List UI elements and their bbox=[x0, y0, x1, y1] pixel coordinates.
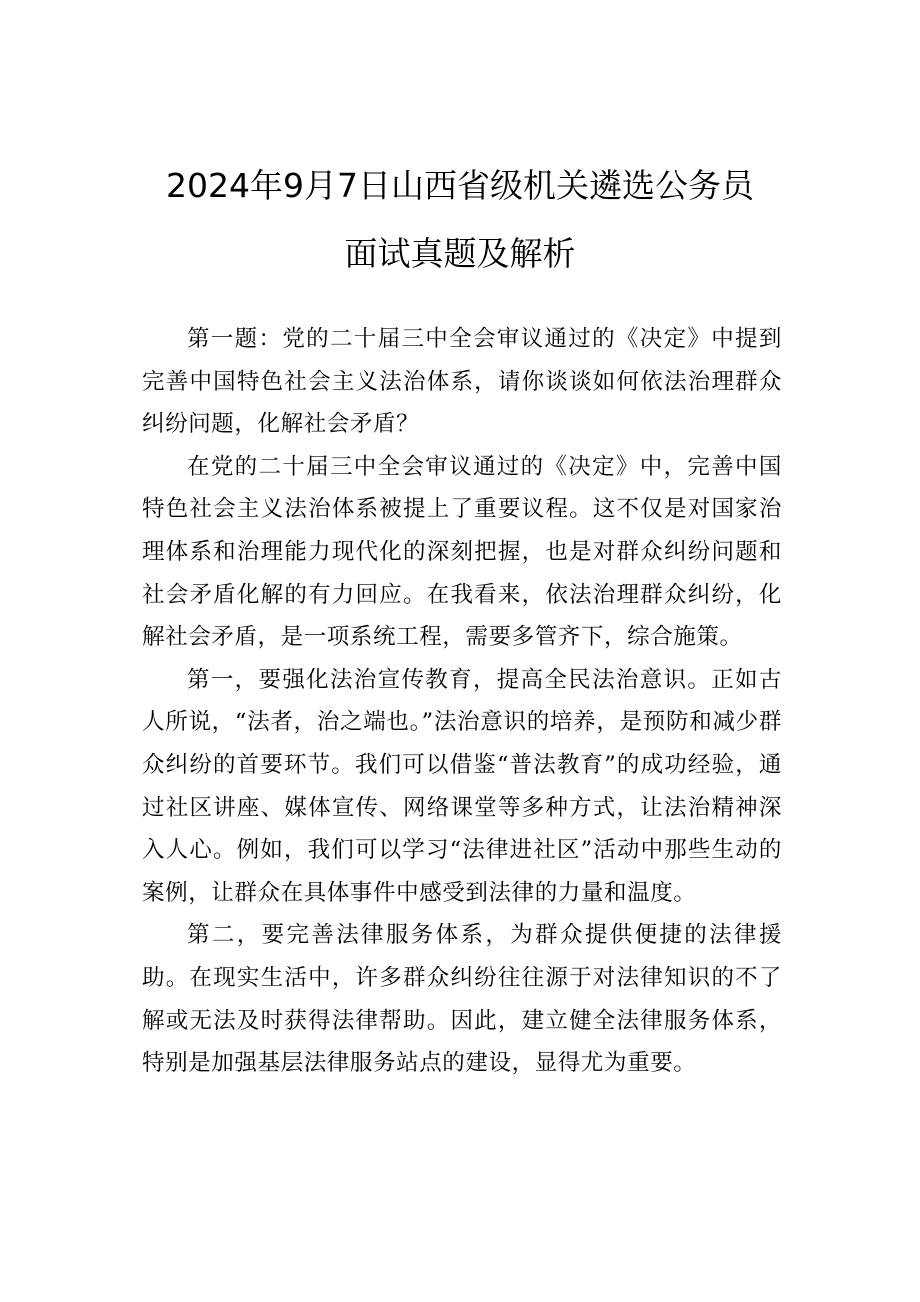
answer-point-1-paragraph: 第一，要强化法治宣传教育，提高全民法治意识。正如古人所说，“法者，治之端也。”法治意识的培养，是预防和减少群众纠纷的首要环节。我们可以借鉴“普法教育”的成功经验，通过社区讲座、媒体宣传、网络课堂等多种方式，让法治精神深入人心。例如，我们可以学习“法律进社区”活动中那些生动的案例，让群众在具体事件中感受到法律的力量和温度。 bbox=[142, 666, 782, 906]
document-body bbox=[142, 318, 782, 1085]
document-title-line-2: 面试真题及解析 bbox=[344, 234, 576, 273]
answer-point-2-paragraph: 第二，要完善法律服务体系，为群众提供便捷的法律援助。在现实生活中，许多群众纠纷往往源于对法律知识的不了解或无法及时获得法律帮助。因此，建立健全法律服务体系，特别是加强基层法律服务站点的建设，显得尤为重要。 bbox=[142, 922, 782, 1077]
answer-intro-paragraph: 在党的二十届三中全会审议通过的《决定》中，完善中国特色社会主义法治体系被提上了重要议程。这不仅是对国家治理体系和治理能力现代化的深刻把握，也是对群众纠纷问题和社会矛盾化解的有力回应。在我看来，依法治理群众纠纷，化解社会矛盾，是一项系统工程，需要多管齐下，综合施策。 bbox=[142, 453, 782, 651]
question-paragraph: 第一题：党的二十届三中全会审议通过的《决定》中提到完善中国特色社会主义法治体系，请你谈谈如何依法治理群众纠纷问题，化解社会矛盾？ bbox=[142, 326, 782, 438]
document-title-line-1: 2024年9月7日山西省级机关遴选公务员 bbox=[166, 166, 754, 205]
